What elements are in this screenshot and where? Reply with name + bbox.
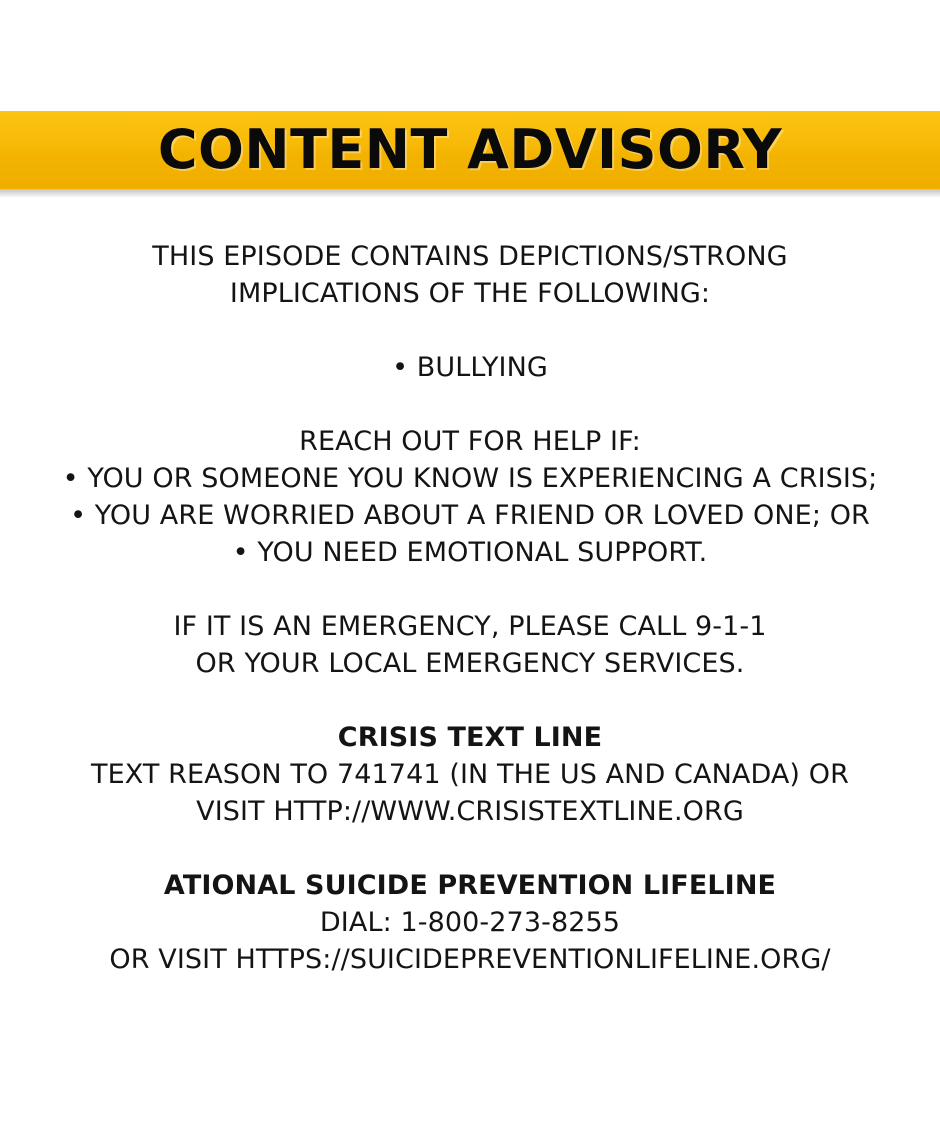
emergency-block (0, 608, 940, 682)
advisory-banner (0, 111, 940, 198)
page-title: CONTENT ADVISORY (157, 118, 783, 181)
crisis-text-line-block (0, 719, 940, 830)
topic-item: • BULLYING (392, 352, 548, 383)
reach-out-heading: REACH OUT FOR HELP IF: (299, 426, 641, 457)
reach-out-block (0, 423, 940, 571)
advisory-body (0, 238, 940, 978)
banner-bar (0, 111, 940, 189)
reach-out-item: • YOU OR SOMEONE YOU KNOW IS EXPERIENCING A CRISIS; (62, 463, 878, 494)
spacer (0, 386, 940, 423)
suicide-prevention-heading: ATIONAL SUICIDE PREVENTION LIFELINE (163, 870, 777, 901)
crisis-text-line-detail: TEXT REASON TO 741741 (IN THE US AND CANADA) OR (91, 759, 849, 790)
spacer (0, 312, 940, 349)
spacer (0, 571, 940, 608)
suicide-prevention-url: OR VISIT HTTPS://SUICIDEPREVENTIONLIFELINE.ORG/ (109, 944, 831, 975)
emergency-line-2: OR YOUR LOCAL EMERGENCY SERVICES. (195, 648, 745, 679)
banner-drop-shadow (0, 189, 940, 198)
suicide-prevention-block (0, 867, 940, 978)
spacer (0, 830, 940, 867)
intro-line-1: THIS EPISODE CONTAINS DEPICTIONS/STRONG (152, 241, 788, 272)
emergency-line-1: IF IT IS AN EMERGENCY, PLEASE CALL 9-1-1 (173, 611, 767, 642)
intro-line-2: IMPLICATIONS OF THE FOLLOWING: (229, 278, 711, 309)
crisis-text-line-heading: CRISIS TEXT LINE (337, 722, 603, 753)
crisis-text-line-url: VISIT HTTP://WWW.CRISISTEXTLINE.ORG (196, 796, 744, 827)
topics-block (0, 349, 940, 386)
spacer (0, 682, 940, 719)
suicide-prevention-phone: DIAL: 1-800-273-8255 (319, 907, 621, 938)
intro-block (0, 238, 940, 312)
reach-out-item: • YOU ARE WORRIED ABOUT A FRIEND OR LOVED ONE; OR (70, 500, 870, 531)
reach-out-item: • YOU NEED EMOTIONAL SUPPORT. (232, 537, 708, 568)
